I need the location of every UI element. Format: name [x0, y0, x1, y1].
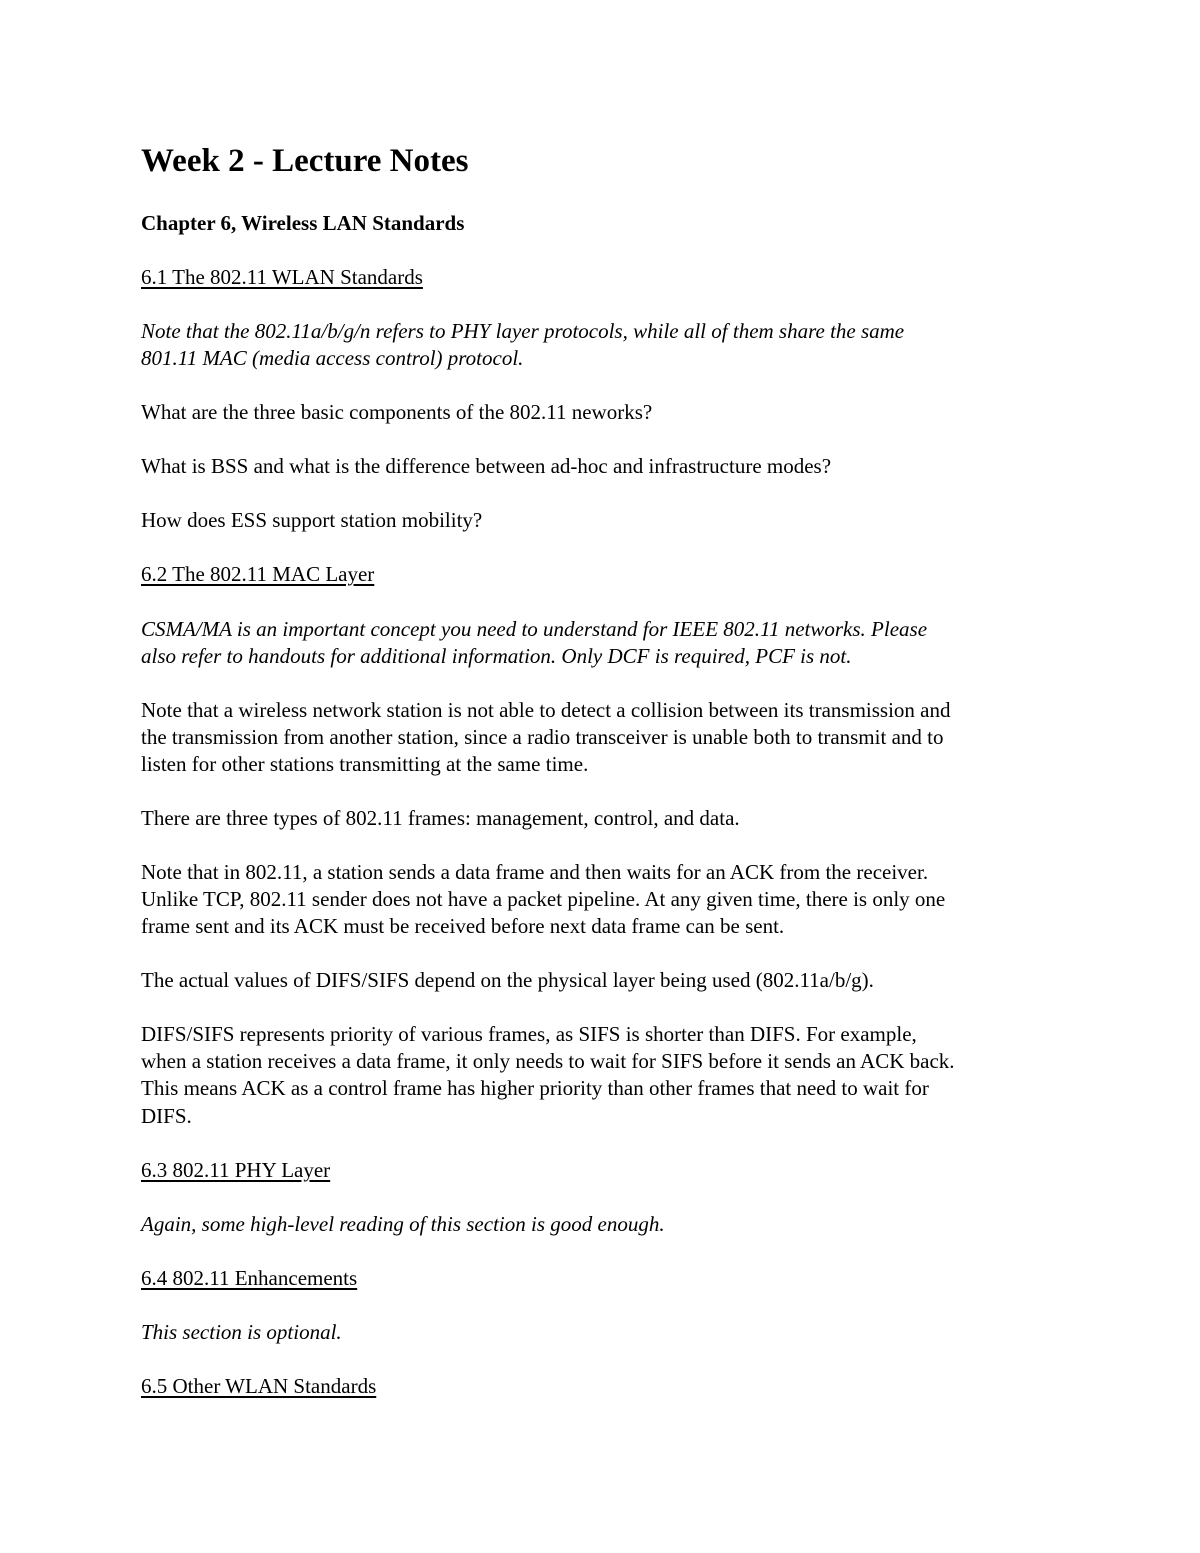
text-line: 801.11 MAC (media access control) protocol.: [141, 346, 524, 371]
text-line: This section is optional.: [141, 1320, 342, 1344]
section-heading-6-5: 6.5 Other WLAN Standards: [141, 1374, 377, 1398]
chapter-heading: Chapter 6, Wireless LAN Standards: [141, 211, 465, 235]
text-line: Note that the 802.11a/b/g/n refers to PHY layer protocols, while all of them share the same: [141, 319, 905, 343]
paragraph-collision: [141, 697, 1061, 779]
document-title: Week 2 - Lecture Notes: [141, 143, 469, 179]
text-line: also refer to handouts for additional information. Only DCF is required, PCF is not.: [141, 644, 852, 669]
text-line: when a station receives a data frame, it only needs to wait for SIFS before it sends an ACK back.: [141, 1049, 955, 1074]
text-line: listen for other stations transmitting at the same time.: [141, 752, 589, 777]
section-heading-6-1: 6.1 The 802.11 WLAN Standards: [141, 265, 423, 289]
text-line: This means ACK as a control frame has higher priority than other frames that need to wait for: [141, 1076, 929, 1101]
text-line: What are the three basic components of the 802.11 neworks?: [141, 400, 653, 424]
question-components: [141, 399, 1061, 426]
text-line: The actual values of DIFS/SIFS depend on the physical layer being used (802.11a/b/g).: [141, 968, 874, 992]
text-line: Note that in 802.11, a station sends a data frame and then waits for an ACK from the receiver.: [141, 860, 929, 884]
text-line: Again, some high-level reading of this section is good enough.: [141, 1212, 665, 1236]
text-line: DIFS.: [141, 1103, 192, 1128]
text-line: What is BSS and what is the difference between ad-hoc and infrastructure modes?: [141, 454, 832, 478]
text-line: CSMA/MA is an important concept you need to understand for IEEE 802.11 networks. Please: [141, 617, 928, 641]
paragraph-difs-values: [141, 967, 1061, 994]
section-6-3-note: [141, 1211, 1061, 1238]
section-6-2-note: [141, 616, 1061, 670]
text-line: the transmission from another station, since a radio transceiver is unable both to transmit and to: [141, 725, 944, 750]
section-heading-6-4: 6.4 802.11 Enhancements: [141, 1266, 358, 1290]
text-line: DIFS/SIFS represents priority of various frames, as SIFS is shorter than DIFS. For example,: [141, 1022, 917, 1046]
text-line: Note that a wireless network station is not able to detect a collision between its transmission and: [141, 698, 951, 722]
paragraph-ack: [141, 859, 1061, 941]
paragraph-difs-priority: [141, 1021, 1061, 1130]
section-6-1-note: [141, 318, 1061, 372]
text-line: frame sent and its ACK must be received before next data frame can be sent.: [141, 914, 785, 939]
text-line: Unlike TCP, 802.11 sender does not have a packet pipeline. At any given time, there is only one: [141, 887, 946, 912]
text-line: There are three types of 802.11 frames: management, control, and data.: [141, 806, 740, 830]
question-bss: [141, 453, 1061, 480]
text-line: How does ESS support station mobility?: [141, 508, 483, 532]
section-heading-6-2: 6.2 The 802.11 MAC Layer: [141, 562, 375, 586]
question-ess: [141, 507, 1061, 534]
paragraph-frame-types: [141, 805, 1061, 832]
section-heading-6-3: 6.3 802.11 PHY Layer: [141, 1158, 331, 1182]
section-6-4-note: [141, 1319, 1061, 1346]
